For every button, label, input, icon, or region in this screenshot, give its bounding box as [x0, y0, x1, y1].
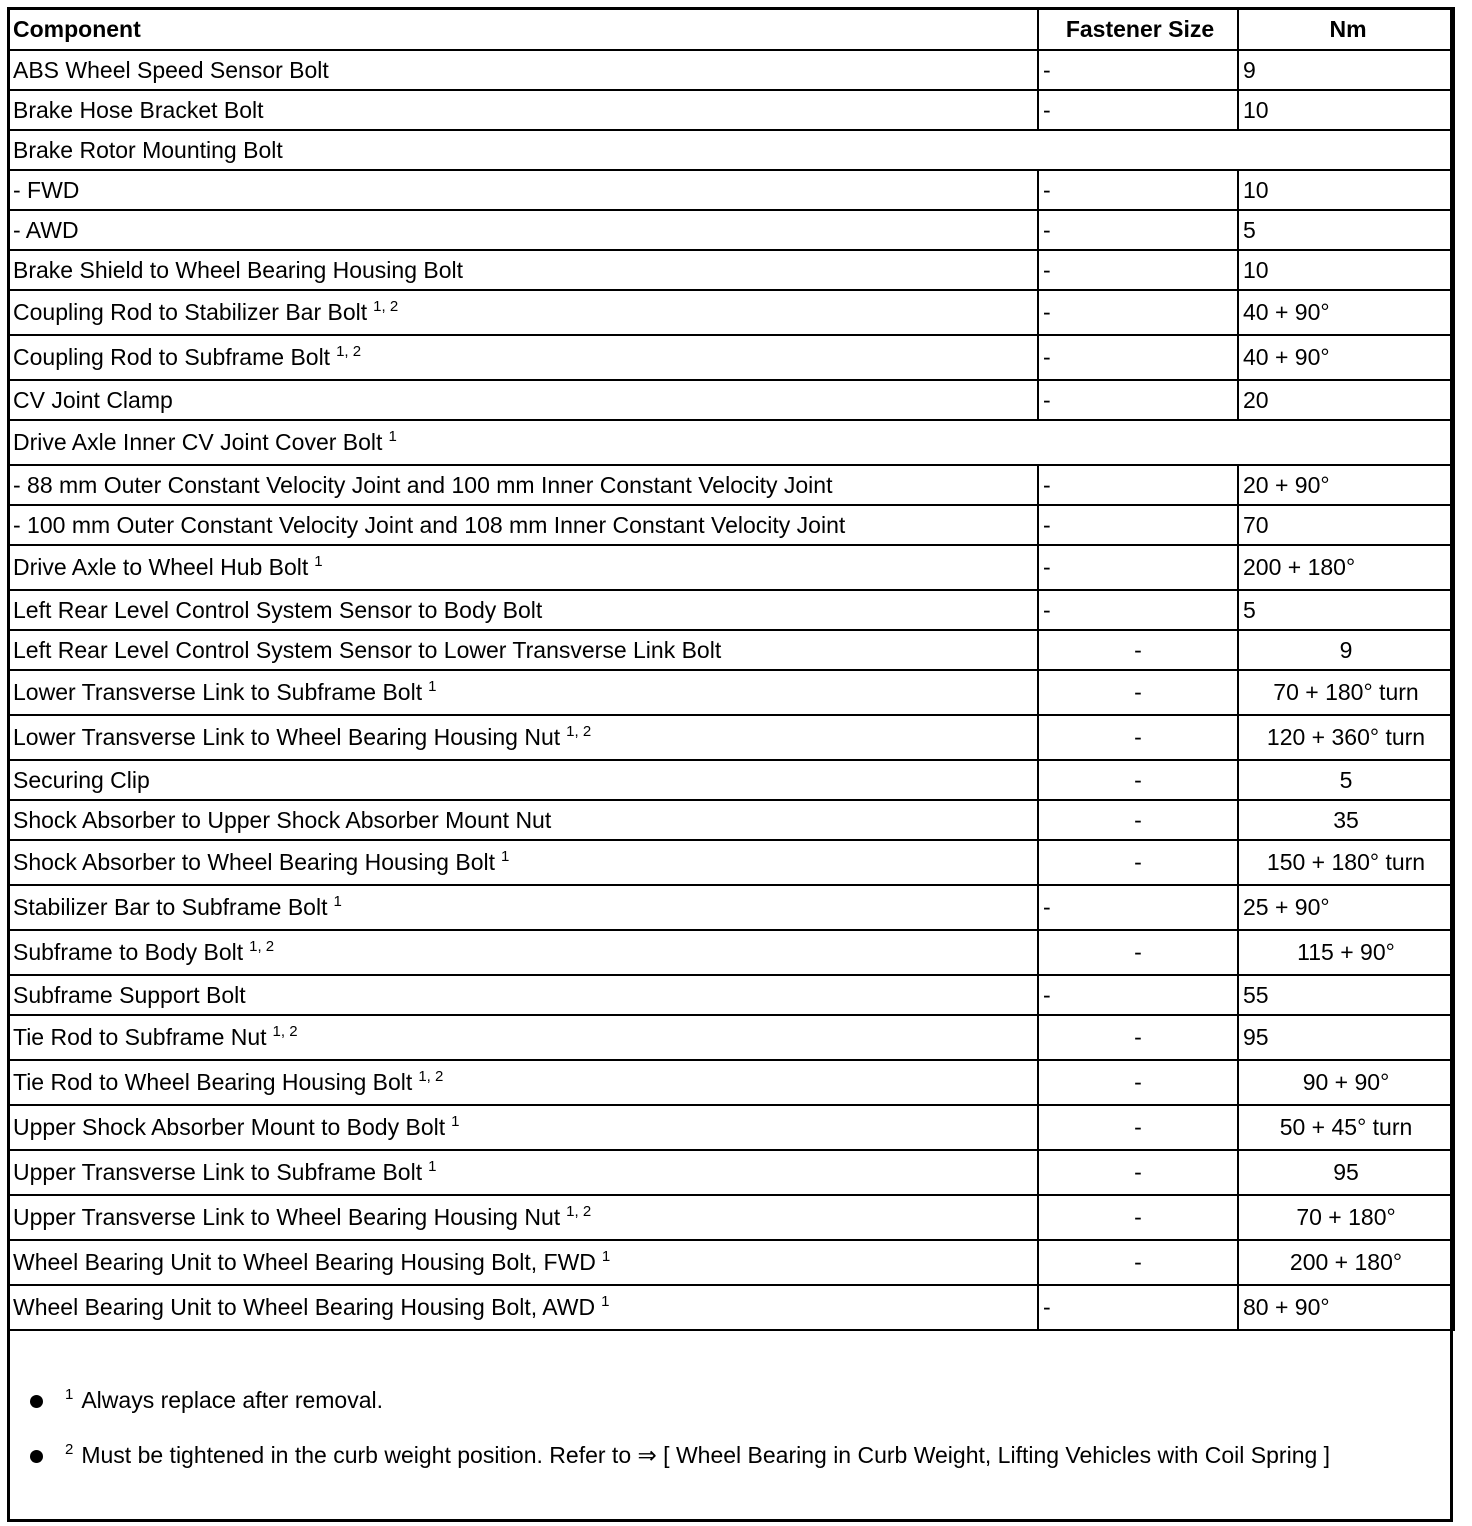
- table-row: [8, 715, 1454, 760]
- table-row: [8, 50, 1454, 90]
- component-label: CV Joint Clamp: [13, 386, 173, 413]
- component-cell: [8, 670, 1038, 715]
- component-label: Wheel Bearing Unit to Wheel Bearing Housing Bolt, FWD: [13, 1249, 596, 1275]
- table-row: [8, 885, 1454, 930]
- footnote-number: 2: [65, 1441, 74, 1458]
- component-label: - AWD: [13, 216, 79, 243]
- table-row: [8, 800, 1454, 840]
- component-cell: [8, 465, 1038, 505]
- fastener-size-cell: -: [1038, 630, 1238, 670]
- footnote-reference: 1: [601, 1293, 610, 1310]
- footnote-number: 1: [65, 1386, 74, 1403]
- torque-nm-cell: 115 + 90°: [1238, 930, 1454, 975]
- component-label: Coupling Rod to Stabilizer Bar Bolt: [13, 299, 368, 325]
- torque-nm-cell: 70 + 180°: [1238, 1195, 1454, 1240]
- table-row: [8, 670, 1454, 715]
- column-header-component: Component: [8, 8, 1038, 50]
- component-cell: [8, 1150, 1038, 1195]
- component-cell: [8, 130, 1454, 170]
- torque-nm-cell: 90 + 90°: [1238, 1060, 1454, 1105]
- torque-nm-cell: 150 + 180° turn: [1238, 840, 1454, 885]
- torque-nm-cell: 10: [1238, 90, 1454, 130]
- torque-nm-cell: 120 + 360° turn: [1238, 715, 1454, 760]
- table-row: [8, 840, 1454, 885]
- torque-nm-cell: 5: [1238, 210, 1454, 250]
- footnote-reference: 1: [388, 428, 397, 445]
- torque-nm-cell: 70: [1238, 505, 1454, 545]
- component-label: Left Rear Level Control System Sensor to Lower Transverse Link Bolt: [13, 636, 722, 663]
- component-cell: [8, 760, 1038, 800]
- table-row: [8, 760, 1454, 800]
- table-row: [8, 1240, 1454, 1285]
- footnote-reference: 1: [451, 1113, 460, 1130]
- fastener-size-cell: -: [1038, 250, 1238, 290]
- table-row: [8, 380, 1454, 420]
- component-cell: [8, 590, 1038, 630]
- fastener-size-cell: -: [1038, 1285, 1238, 1330]
- table-row: [8, 1060, 1454, 1105]
- table-row: [8, 630, 1454, 670]
- table-row: [8, 465, 1454, 505]
- footnote-item: [30, 1387, 383, 1414]
- torque-nm-cell: 95: [1238, 1150, 1454, 1195]
- fastener-size-cell: -: [1038, 170, 1238, 210]
- table-row: [8, 545, 1454, 590]
- component-cell: [8, 170, 1038, 210]
- component-label: Shock Absorber to Upper Shock Absorber Mount Nut: [13, 806, 552, 833]
- torque-nm-cell: 200 + 180°: [1238, 1240, 1454, 1285]
- fastener-size-cell: -: [1038, 545, 1238, 590]
- fastener-size-cell: -: [1038, 1195, 1238, 1240]
- component-label: Brake Shield to Wheel Bearing Housing Bolt: [13, 256, 464, 283]
- footnote-reference: 1: [333, 893, 342, 910]
- table-row: [8, 130, 1454, 170]
- column-header-nm: Nm: [1238, 8, 1454, 50]
- component-cell: [8, 335, 1038, 380]
- component-label: Brake Rotor Mounting Bolt: [13, 136, 283, 163]
- component-cell: [8, 630, 1038, 670]
- component-label: Left Rear Level Control System Sensor to Body Bolt: [13, 596, 543, 623]
- component-cell: [8, 505, 1038, 545]
- table-row: [8, 170, 1454, 210]
- fastener-size-cell: -: [1038, 840, 1238, 885]
- component-label: Subframe to Body Bolt: [13, 939, 244, 965]
- footnote-reference: 1, 2: [336, 343, 362, 360]
- component-cell: [8, 1195, 1038, 1240]
- component-label: Coupling Rod to Subframe Bolt: [13, 344, 331, 370]
- footnote-text: Always replace after removal.: [81, 1387, 384, 1413]
- torque-nm-cell: 20 + 90°: [1238, 465, 1454, 505]
- torque-nm-cell: 80 + 90°: [1238, 1285, 1454, 1330]
- component-cell: [8, 715, 1038, 760]
- component-label: Brake Hose Bracket Bolt: [13, 96, 264, 123]
- fastener-size-cell: -: [1038, 930, 1238, 975]
- component-cell: [8, 840, 1038, 885]
- fastener-size-cell: -: [1038, 715, 1238, 760]
- component-label: Shock Absorber to Wheel Bearing Housing Bolt: [13, 849, 495, 875]
- table-row: [8, 90, 1454, 130]
- table-row: [8, 975, 1454, 1015]
- component-label: Tie Rod to Wheel Bearing Housing Bolt: [13, 1069, 413, 1095]
- fastener-size-cell: -: [1038, 1105, 1238, 1150]
- component-label: Securing Clip: [13, 766, 150, 793]
- torque-nm-cell: 40 + 90°: [1238, 335, 1454, 380]
- torque-nm-cell: 50 + 45° turn: [1238, 1105, 1454, 1150]
- column-header-fastener-size: Fastener Size: [1038, 8, 1238, 50]
- component-cell: [8, 1105, 1038, 1150]
- fastener-size-cell: -: [1038, 670, 1238, 715]
- torque-spec-table: [7, 7, 1455, 1331]
- component-cell: [8, 800, 1038, 840]
- table-row: [8, 210, 1454, 250]
- component-cell: [8, 1240, 1038, 1285]
- torque-nm-cell: 55: [1238, 975, 1454, 1015]
- table-row: [8, 1150, 1454, 1195]
- footnote-reference: 1, 2: [566, 1203, 592, 1220]
- torque-spec-sheet: [7, 7, 1453, 1522]
- component-cell: [8, 250, 1038, 290]
- footnote-reference: 1, 2: [249, 938, 275, 955]
- fastener-size-cell: -: [1038, 380, 1238, 420]
- table-row: [8, 335, 1454, 380]
- component-cell: [8, 885, 1038, 930]
- footnote-reference: 1, 2: [418, 1068, 444, 1085]
- fastener-size-cell: -: [1038, 465, 1238, 505]
- table-row: [8, 1285, 1454, 1330]
- torque-nm-cell: 9: [1238, 50, 1454, 90]
- footnote-reference: 1: [314, 553, 323, 570]
- component-cell: [8, 1015, 1038, 1060]
- component-cell: [8, 930, 1038, 975]
- footnote-reference: 1: [601, 1248, 611, 1265]
- component-label: Lower Transverse Link to Wheel Bearing Housing Nut: [13, 724, 561, 750]
- footnote-reference: 1, 2: [566, 723, 592, 740]
- component-label: Upper Transverse Link to Subframe Bolt: [13, 1159, 423, 1185]
- table-row: [8, 505, 1454, 545]
- component-cell: [8, 50, 1038, 90]
- fastener-size-cell: -: [1038, 800, 1238, 840]
- fastener-size-cell: -: [1038, 505, 1238, 545]
- component-cell: [8, 420, 1454, 465]
- footnote-reference: 1: [501, 848, 510, 865]
- fastener-size-cell: -: [1038, 1015, 1238, 1060]
- component-cell: [8, 90, 1038, 130]
- component-label: Lower Transverse Link to Subframe Bolt: [13, 679, 423, 705]
- component-label: ABS Wheel Speed Sensor Bolt: [13, 56, 329, 83]
- table-row: [8, 420, 1454, 465]
- fastener-size-cell: -: [1038, 290, 1238, 335]
- torque-nm-cell: 20: [1238, 380, 1454, 420]
- component-label: Drive Axle to Wheel Hub Bolt: [13, 554, 309, 580]
- torque-nm-cell: 95: [1238, 1015, 1454, 1060]
- component-label: Drive Axle Inner CV Joint Cover Bolt: [13, 429, 383, 455]
- bullet-icon: [30, 1450, 43, 1463]
- footnote-reference: 1, 2: [373, 298, 399, 315]
- component-label: Upper Transverse Link to Wheel Bearing Housing Nut: [13, 1204, 561, 1230]
- fastener-size-cell: -: [1038, 975, 1238, 1015]
- footnote-reference: 1, 2: [272, 1023, 298, 1040]
- fastener-size-cell: -: [1038, 1150, 1238, 1195]
- torque-nm-cell: 5: [1238, 590, 1454, 630]
- torque-nm-cell: 70 + 180° turn: [1238, 670, 1454, 715]
- component-cell: [8, 290, 1038, 335]
- table-body: [8, 50, 1454, 1330]
- component-cell: [8, 975, 1038, 1015]
- table-row: [8, 590, 1454, 630]
- fastener-size-cell: -: [1038, 1060, 1238, 1105]
- fastener-size-cell: -: [1038, 90, 1238, 130]
- footnote-text: Must be tightened in the curb weight position. Refer to ⇒ [ Wheel Bearing in Curb Weight, Lifting Vehicles with Coil Spring ]: [81, 1442, 1331, 1468]
- fastener-size-cell: -: [1038, 50, 1238, 90]
- table-row: [8, 1015, 1454, 1060]
- torque-nm-cell: 5: [1238, 760, 1454, 800]
- table-row: [8, 1195, 1454, 1240]
- component-label: - FWD: [13, 176, 80, 203]
- fastener-size-cell: -: [1038, 1240, 1238, 1285]
- component-cell: [8, 380, 1038, 420]
- torque-nm-cell: 35: [1238, 800, 1454, 840]
- component-label: Tie Rod to Subframe Nut: [13, 1024, 267, 1050]
- footnote-reference: 1: [428, 1158, 437, 1175]
- component-label: Wheel Bearing Unit to Wheel Bearing Housing Bolt, AWD: [13, 1294, 596, 1320]
- footnote-reference: 1: [428, 678, 437, 695]
- table-row: [8, 930, 1454, 975]
- component-label: - 88 mm Outer Constant Velocity Joint and 100 mm Inner Constant Velocity Joint: [13, 471, 833, 498]
- footnote-item: [30, 1442, 1330, 1469]
- torque-nm-cell: 25 + 90°: [1238, 885, 1454, 930]
- fastener-size-cell: -: [1038, 590, 1238, 630]
- component-label: Upper Shock Absorber Mount to Body Bolt: [13, 1114, 446, 1140]
- torque-nm-cell: 10: [1238, 250, 1454, 290]
- component-cell: [8, 210, 1038, 250]
- component-label: Subframe Support Bolt: [13, 981, 246, 1008]
- torque-nm-cell: 9: [1238, 630, 1454, 670]
- table-row: [8, 250, 1454, 290]
- bullet-icon: [30, 1395, 43, 1408]
- torque-nm-cell: 200 + 180°: [1238, 545, 1454, 590]
- fastener-size-cell: -: [1038, 335, 1238, 380]
- component-cell: [8, 545, 1038, 590]
- fastener-size-cell: -: [1038, 885, 1238, 930]
- component-cell: [8, 1060, 1038, 1105]
- fastener-size-cell: -: [1038, 760, 1238, 800]
- table-row: [8, 290, 1454, 335]
- torque-nm-cell: 40 + 90°: [1238, 290, 1454, 335]
- table-header-row: [8, 8, 1454, 50]
- fastener-size-cell: -: [1038, 210, 1238, 250]
- component-label: - 100 mm Outer Constant Velocity Joint and 108 mm Inner Constant Velocity Joint: [13, 511, 846, 538]
- table-row: [8, 1105, 1454, 1150]
- component-label: Stabilizer Bar to Subframe Bolt: [13, 894, 328, 920]
- torque-nm-cell: 10: [1238, 170, 1454, 210]
- component-cell: [8, 1285, 1038, 1330]
